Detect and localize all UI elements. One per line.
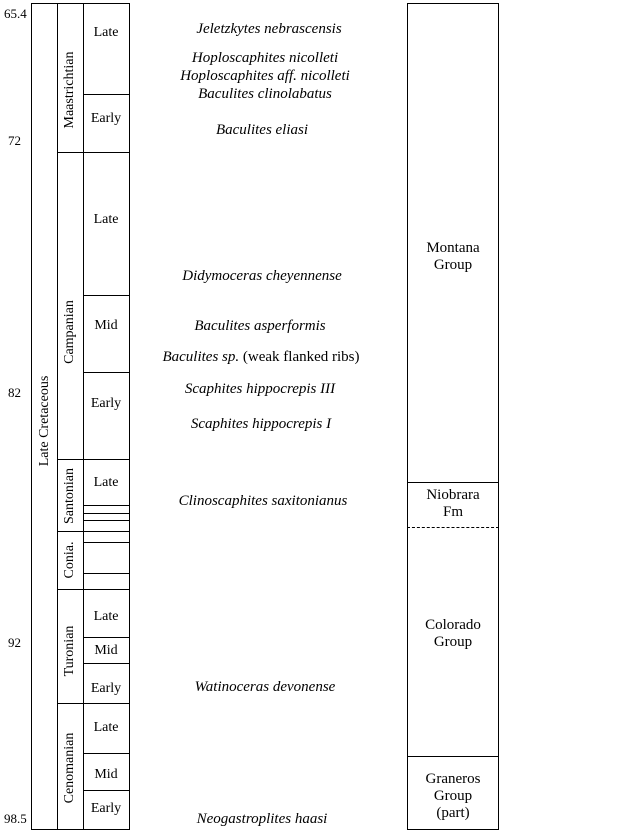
substage-divider [83,542,130,543]
age-label-72: 72 [8,133,21,148]
fossil-didymoceras-cheyennense: Didymoceras cheyennense [182,268,342,284]
substage-divider [83,573,130,574]
substage-divider [83,459,130,460]
fossil-jeletzkytes-nebrascensis: Jeletzkytes nebrascensis [196,21,342,37]
niobrara-fm-label [408,487,498,521]
stage-turonian-label: Turonian [62,625,77,677]
substage-divider [83,505,130,506]
substage-divider [83,520,130,521]
substage-campanian-late: Late [93,212,119,227]
fossil-baculites-asperformis: Baculites asperformis [194,318,326,334]
substage-divider [83,663,130,664]
substage-divider [83,790,130,791]
fossil-scaphites-hippocrepis-iii: Scaphites hippocrepis III [184,381,336,397]
substage-divider [83,703,130,704]
substage-turonian-early: Early [90,681,122,696]
montana-line-1: Montana [426,240,480,256]
stage-campanian-label: Campanian [62,300,77,364]
substage-divider [83,152,130,153]
niobrara-colorado-boundary [407,527,499,528]
age-label-92: 92 [8,635,21,650]
substage-maastrichtian-late: Late [93,25,119,40]
graneros-group-label [408,771,498,822]
fossil-scaphites-hippocrepis-i: Scaphites hippocrepis I [190,416,332,432]
fossil-baculites-eliasi: Baculites eliasi [215,122,309,138]
substage-turonian-mid: Mid [94,643,118,658]
substage-campanian-early: Early [90,396,122,411]
age-label-82: 82 [8,385,21,400]
niobrara-line-1: Niobrara [426,487,480,503]
stage-santonian-label: Santonian [62,468,77,524]
fossil-neogastroplites-haasi: Neogastroplites haasi [196,811,328,827]
graneros-line-2: Group [433,788,473,804]
substage-divider [83,637,130,638]
stage-cenomanian-label: Cenomanian [62,732,77,804]
niobrara-line-2: Fm [442,504,463,520]
substage-divider [83,589,130,590]
substage-divider [83,753,130,754]
substage-campanian-mid: Mid [94,318,118,333]
colorado-line-1: Colorado [425,617,481,633]
substage-divider [83,94,130,95]
fossil-baculites-sp-name: Baculites sp. [162,349,240,365]
montana-niobrara-boundary [407,482,499,483]
fossil-clinoscaphites-saxitonianus: Clinoscaphites saxitonianus [178,493,348,509]
rock-unit-column [407,3,499,830]
colorado-group-label [408,617,498,651]
montana-group-label [408,240,498,274]
graneros-line-1: Graneros [425,771,481,787]
substage-divider [83,531,130,532]
colorado-graneros-boundary [407,756,499,757]
fossil-baculites-sp-note: (weak flanked ribs) [239,349,360,365]
fossil-hoploscaphites-aff-nicolleti: Hoploscaphites aff. nicolleti [180,68,350,84]
age-label-98-5: 98.5 [4,811,27,826]
montana-line-2: Group [433,257,473,273]
fossil-baculites-clinolabatus: Baculites clinolabatus [198,86,332,102]
stage-coniacian-label: Conia. [62,541,77,579]
substage-maastrichtian-early: Early [90,111,122,126]
substage-turonian-late: Late [93,609,119,624]
fossil-baculites-sp [162,349,359,366]
substage-divider [83,513,130,514]
substage-cenomanian-early: Early [90,801,122,816]
substage-cenomanian-late: Late [93,720,119,735]
substage-divider [83,295,130,296]
graneros-line-3: (part) [436,805,470,821]
substage-divider [83,372,130,373]
substage-cenomanian-mid: Mid [94,767,118,782]
era-label: Late Cretaceous [37,375,52,467]
substage-santonian-late: Late [93,475,119,490]
fossil-hoploscaphites-nicolleti: Hoploscaphites nicolleti [191,50,339,66]
age-label-65-4: 65.4 [4,6,27,21]
fossil-watinoceras-devonense: Watinoceras devonense [194,679,336,695]
stage-maastrichtian-label: Maastrichtian [62,51,77,129]
colorado-line-2: Group [433,634,473,650]
substage-column [83,3,130,830]
